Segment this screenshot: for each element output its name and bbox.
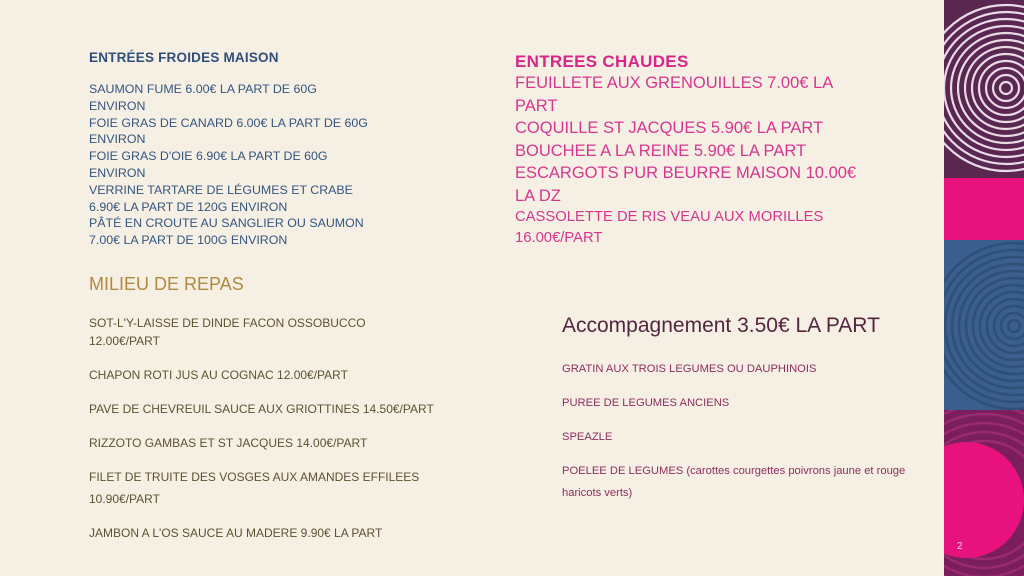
main-item: CHAPON ROTI JUS AU COGNAC 12.00€/PART [89, 368, 348, 382]
side-item: GRATIN AUX TROIS LEGUMES OU DAUPHINOIS [562, 363, 817, 375]
main-item: 12.00€/PART [89, 334, 160, 348]
cold-item: FOIE GRAS D'OIE 6.90€ LA PART DE 60G [89, 149, 328, 164]
cold-item: 7.00€ LA PART DE 100G ENVIRON [89, 233, 288, 248]
cold-item: ENVIRON [89, 165, 146, 180]
hot-line: 16.00€/PART [515, 230, 603, 246]
cold-item: VERRINE TARTARE DE LÉGUMES ET CRABE [89, 182, 353, 197]
side-item: PUREE DE LEGUMES ANCIENS [562, 397, 730, 409]
cold-item: SAUMON FUME 6.00€ LA PART DE 60G [89, 82, 317, 96]
hot-starters-title: ENTREES CHAUDES [515, 52, 689, 71]
decorative-circles-graphic [944, 0, 1024, 576]
hot-starters [515, 52, 910, 249]
main-item: RIZZOTO GAMBAS ET ST JACQUES 14.00€/PART [89, 436, 368, 450]
main-item: PAVE DE CHEVREUIL SAUCE AUX GRIOTTINES 14.50€/PART [89, 402, 434, 416]
hot-line: FEUILLETE AUX GRENOUILLES 7.00€ LA [515, 74, 834, 92]
main-item: FILET DE TRUITE DES VOSGES AUX AMANDES EFFILEES [89, 470, 420, 484]
side-item: POELEE DE LEGUMES (carottes courgettes poivrons jaune et rouge [562, 465, 906, 477]
hot-line: ESCARGOTS PUR BEURRE MAISON 10.00€ [515, 164, 857, 182]
cold-item: FOIE GRAS DE CANARD 6.00€ LA PART DE 60G [89, 115, 368, 130]
hot-line: PART [515, 96, 558, 115]
hot-line: LA DZ [515, 186, 561, 205]
main-course-title: MILIEU DE REPAS [89, 274, 244, 294]
cold-item: ENVIRON [89, 98, 146, 113]
cold-starters-title: ENTRÉES FROIDES MAISON [89, 50, 279, 65]
hot-line: CASSOLETTE DE RIS VEAU AUX MORILLES [515, 209, 824, 225]
cold-starters-list [89, 81, 419, 249]
decorative-band [944, 0, 1024, 576]
hot-line: BOUCHEE A LA REINE 5.90€ LA PART [515, 141, 807, 160]
main-item: SOT-L'Y-LAISSE DE DINDE FACON OSSOBUCCO [89, 316, 366, 330]
cold-item: 6.90€ LA PART DE 120G ENVIRON [89, 199, 288, 214]
main-item: JAMBON A L'OS SAUCE AU MADERE 9.90€ LA PART [89, 526, 383, 540]
page-number: 2 [957, 541, 963, 552]
sides-title: Accompagnement 3.50€ LA PART [562, 314, 880, 337]
side-item: haricots verts) [562, 487, 633, 499]
cold-item: PÂTÉ EN CROUTE AU SANGLIER OU SAUMON [89, 216, 364, 231]
cold-item: ENVIRON [89, 132, 146, 147]
side-item: SPEAZLE [562, 431, 613, 443]
main-item: 10.90€/PART [89, 492, 160, 506]
hot-line: COQUILLE ST JACQUES 5.90€ LA PART [515, 119, 824, 137]
